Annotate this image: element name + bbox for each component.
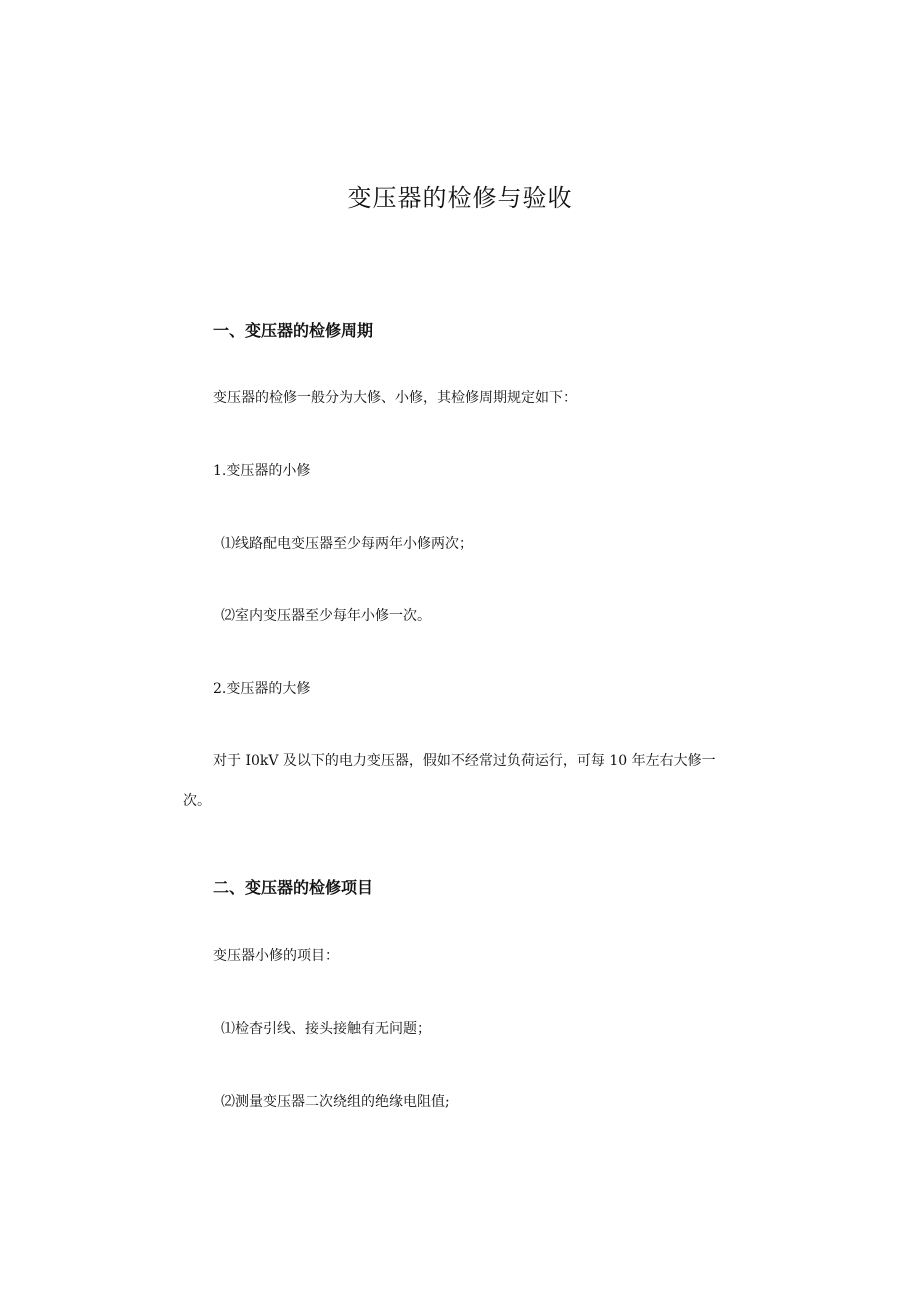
- section-heading-maintenance-cycle: 一、变压器的检修周期: [213, 321, 374, 340]
- paragraph-minor-items-intro: 变压器小修的项目：: [213, 948, 339, 964]
- paragraph-major-repair: 对于 I0kV 及以下的电力变压器，假如不经常过负荷运行，可每 10 年左右大修一次。: [183, 753, 716, 809]
- section-heading-maintenance-items: 二、变压器的检修项目: [213, 878, 374, 897]
- list-item-check-2: ⑵测量变压器二次绕组的绝缘电阻值;: [221, 1094, 450, 1110]
- subheading-minor-repair: 1.变压器的小修: [213, 463, 311, 479]
- paragraph-intro: 变压器的检修一般分为大修、小修，其检修周期规定如下：: [213, 390, 577, 406]
- subheading-major-repair: 2.变压器的大修: [213, 681, 311, 697]
- list-item-check-1: ⑴检杳引线、接头接触有无问题；: [221, 1021, 431, 1037]
- list-item-minor-2: ⑵室内变压器至少每年小修一次。: [221, 608, 431, 624]
- document-title: 变压器的检修与验收: [347, 184, 573, 212]
- list-item-minor-1: ⑴线路配电变压器至少每两年小修两次；: [221, 536, 473, 552]
